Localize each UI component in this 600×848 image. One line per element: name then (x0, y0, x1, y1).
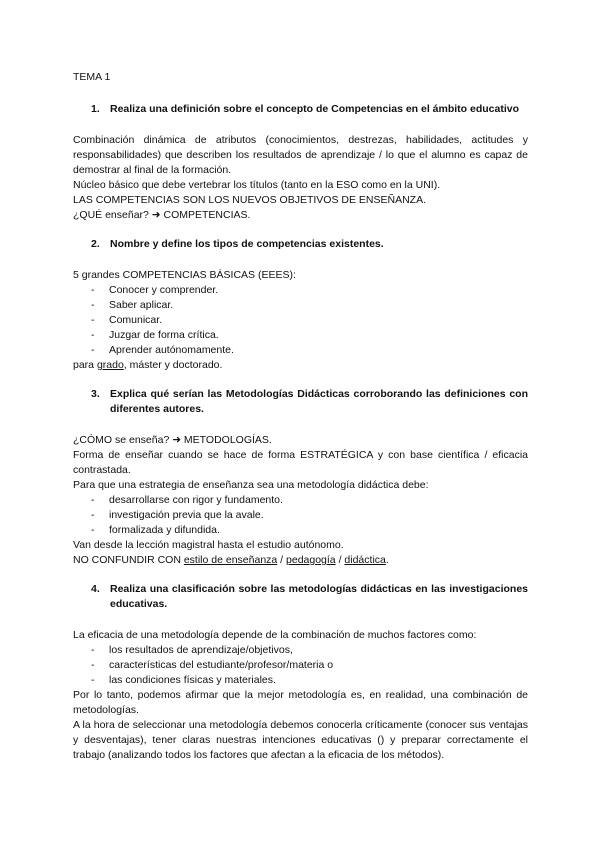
paragraph: Por lo tanto, podemos afirmar que la mejor metodología es, en realidad, una combinación de metodologías. (73, 689, 528, 716)
paragraph: Combinación dinámica de atributos (conocimientos, destrezas, habilidades, actitudes y responsabilidades) que describen los resultados de aprendizaje / lo que el alumno es capaz de demostrar al final de la formación. (73, 134, 528, 176)
question-title: Realiza una clasificación sobre las metodologías didácticas en las investigaciones educativas. (110, 583, 528, 610)
paragraph: Núcleo básico que debe vertebrar los títulos (tanto en la ESO como en la UNI). (73, 179, 441, 191)
document-heading: TEMA 1 (73, 71, 111, 83)
list (73, 493, 528, 538)
question-4 (91, 582, 528, 612)
paragraph: ¿CÓMO se enseña? ➜ METODOLOGÍAS. (73, 434, 272, 446)
list-item: - los resultados de aprendizaje/objetivos, (91, 644, 293, 656)
list-item: - las condiciones físicas y materiales. (91, 674, 276, 686)
question-number: 2. (91, 238, 100, 250)
question-number: 4. (91, 583, 100, 595)
question-2 (91, 237, 528, 252)
list-item: - Conocer y comprender. (91, 284, 219, 296)
list-item: - Comunicar. (91, 314, 163, 326)
document-page (73, 70, 528, 763)
list-item: - características del estudiante/profesor/materia o (91, 659, 334, 671)
underlined-term: didáctica (344, 554, 386, 566)
paragraph: NO CONFUNDIR CON estilo de enseñanza / pedagogía / didáctica. (73, 554, 389, 566)
paragraph: La eficacia de una metodología depende de la combinación de muchos factores como: (73, 629, 477, 641)
question-3 (91, 387, 528, 417)
list (73, 643, 528, 688)
list-item: - desarrollarse con rigor y fundamento. (91, 494, 283, 506)
paragraph: Para que una estrategia de enseñanza sea una metodología didáctica debe: (73, 479, 429, 491)
paragraph: Van desde la lección magistral hasta el estudio autónomo. (73, 539, 344, 551)
question-1 (91, 102, 528, 117)
list-item: - Saber aplicar. (91, 299, 174, 311)
underlined-word: grado (96, 359, 124, 371)
question-title: Nombre y define los tipos de competencias existentes. (110, 238, 384, 250)
question-number: 1. (91, 103, 100, 115)
list-item: - Aprender autónomamente. (91, 344, 234, 356)
question-number: 3. (91, 388, 100, 400)
paragraph: LAS COMPETENCIAS SON LOS NUEVOS OBJETIVOS DE ENSEÑANZA. (73, 194, 426, 206)
question-title: Explica qué serían las Metodologías Didácticas corroborando las definiciones con diferentes autores. (110, 388, 528, 415)
paragraph: 5 grandes COMPETENCIAS BÁSICAS (EEES): (73, 269, 296, 281)
list-item: - Juzgar de forma crítica. (91, 329, 219, 341)
list-item: - investigación previa que la avale. (91, 509, 264, 521)
underlined-term: estilo de enseñanza (183, 554, 278, 566)
list (73, 283, 528, 358)
underlined-term: pedagogía (286, 554, 336, 566)
paragraph: ¿QUÉ enseñar? ➜ COMPETENCIAS. (73, 209, 251, 221)
question-title: Realiza una definición sobre el concepto de Competencias en el ámbito educativo (110, 103, 520, 115)
paragraph: A la hora de seleccionar una metodología debemos conocerla críticamente (conocer sus ventajas y desventajas), tener claras nuestras intenciones educativas () y preparar correctamente el trabajo (analizando todos los factores que afectan a la eficacia de los métodos). (73, 719, 528, 761)
paragraph: Forma de enseñar cuando se hace de forma ESTRATÉGICA y con base científica / eficacia contrastada. (73, 449, 528, 476)
paragraph: para grado, máster y doctorado. (73, 359, 223, 371)
list-item: - formalizada y difundida. (91, 524, 220, 536)
